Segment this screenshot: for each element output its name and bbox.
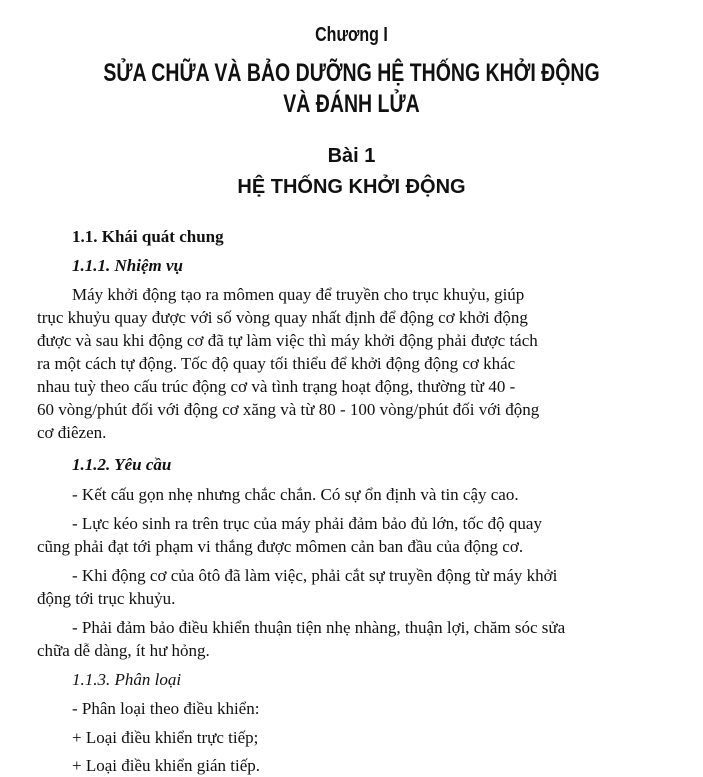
paragraph-line: cơ điêzen. bbox=[37, 423, 107, 442]
classification-item: + Loại điều khiển gián tiếp. bbox=[72, 756, 261, 775]
classification-item: - Phân loại theo điều khiển: bbox=[72, 699, 260, 718]
chapter-title bbox=[77, 58, 625, 120]
requirement-line: chữa dễ dàng, ít hư hỏng. bbox=[37, 641, 210, 660]
requirement-line: - Kết cấu gọn nhẹ nhưng chắc chắn. Có sự ổn định và tin cậy cao. bbox=[72, 485, 519, 504]
requirement-line: cũng phải đạt tới phạm vi thắng được mômen cản ban đầu của động cơ. bbox=[37, 537, 524, 556]
paragraph-line: nhau tuỳ theo cấu trúc động cơ và tình trạng hoạt động, thường từ 40 - bbox=[37, 377, 516, 396]
requirement-line: - Lực kéo sinh ra trên trục của máy phải đảm bảo đủ lớn, tốc độ quay bbox=[72, 514, 542, 533]
requirement-line: động tới trục khuỷu. bbox=[37, 589, 176, 608]
lesson-title: HỆ THỐNG KHỞI ĐỘNG bbox=[237, 176, 466, 198]
paragraph-line: được và sau khi động cơ đã tự làm việc thì máy khởi động phải được tách bbox=[37, 331, 538, 350]
subsection-heading-phan-loai: 1.1.3. Phân loại bbox=[72, 670, 182, 689]
requirement-line: - Phải đảm bảo điều khiển thuận tiện nhẹ nhàng, thuận lợi, chăm sóc sửa bbox=[72, 618, 566, 637]
paragraph-line: Máy khởi động tạo ra mômen quay để truyền cho trục khuỷu, giúp bbox=[72, 285, 525, 304]
chapter-label: Chương I bbox=[315, 24, 388, 46]
lesson-label: Bài 1 bbox=[327, 145, 376, 167]
classification-item: + Loại điều khiển trực tiếp; bbox=[72, 728, 259, 747]
chapter-title-line-1: SỬA CHỮA VÀ BẢO DƯỠNG HỆ THỐNG KHỞI ĐỘNG bbox=[103, 59, 600, 87]
paragraph-line: 60 vòng/phút đối với động cơ xăng và từ 80 - 100 vòng/phút đối với động bbox=[37, 400, 540, 419]
section-heading: 1.1. Khái quát chung bbox=[72, 227, 224, 246]
subsection-heading-nhiem-vu: 1.1.1. Nhiệm vụ bbox=[72, 256, 183, 275]
requirement-line: - Khi động cơ của ôtô đã làm việc, phải cắt sự truyền động từ máy khởi bbox=[72, 566, 558, 585]
subsection-heading-yeu-cau: 1.1.2. Yêu cầu bbox=[72, 455, 172, 474]
paragraph-line: ra một cách tự động. Tốc độ quay tối thiểu để khởi động động cơ khác bbox=[37, 354, 516, 373]
chapter-title-line-2: VÀ ĐÁNH LỬA bbox=[283, 90, 420, 118]
paragraph-line: trục khuỷu quay được với số vòng quay nhất định để động cơ khởi động bbox=[37, 308, 528, 327]
